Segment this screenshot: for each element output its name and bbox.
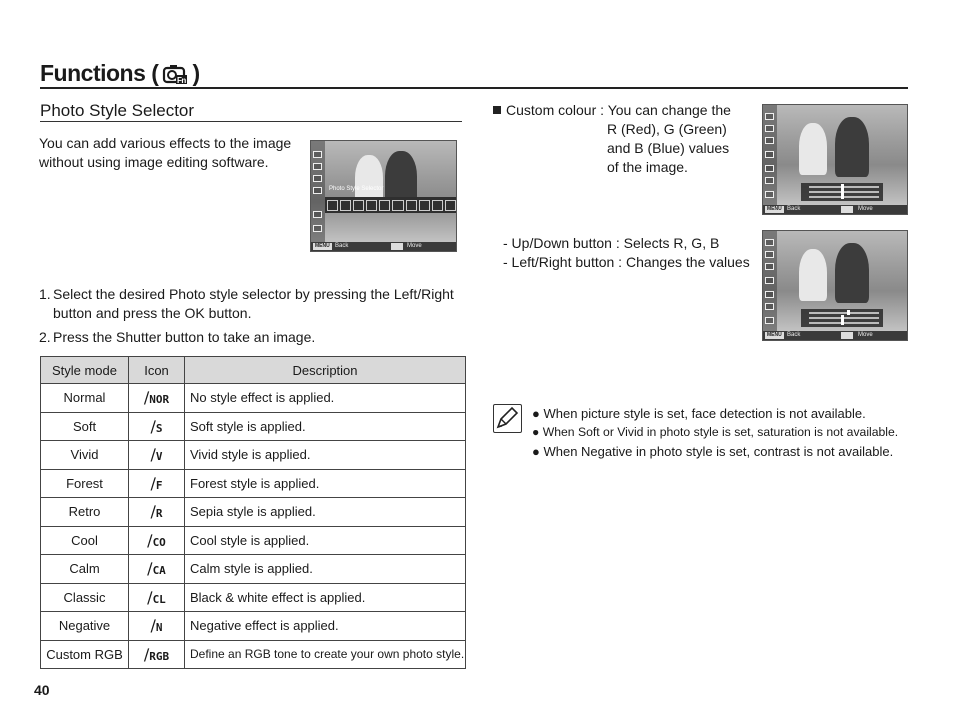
- lcd-left-menu: [311, 141, 325, 251]
- table-row: [41, 526, 466, 555]
- style-icon-cell: [129, 583, 185, 612]
- header-style-mode: Style mode: [41, 357, 129, 384]
- style-mode-cell: Custom RGB: [41, 640, 129, 669]
- instruction-steps: [39, 285, 459, 352]
- photo-style-icon: ∕S: [150, 416, 163, 436]
- style-mode-cell: Retro: [41, 498, 129, 527]
- header-description: Description: [185, 357, 466, 384]
- header-rule: [40, 87, 908, 89]
- style-mode-cell: Calm: [41, 555, 129, 584]
- lcd-caption: Photo Style Selector: [329, 186, 384, 192]
- step-number: 1.: [39, 286, 51, 302]
- lcd-move-icon: [391, 243, 403, 250]
- style-mode-cell: Normal: [41, 384, 129, 413]
- page-title-suffix: ): [192, 60, 200, 86]
- custom-colour-text-1: You can change the: [607, 102, 731, 118]
- lcd-preview-custom-rgb-2: [762, 230, 908, 341]
- lcd-back-label: Back: [787, 332, 801, 338]
- style-description-cell: Forest style is applied.: [185, 469, 466, 498]
- lcd-menu-label: MENU: [767, 332, 782, 338]
- lcd-bottom-bar: [763, 331, 907, 340]
- style-description-cell: Define an RGB tone to create your own photo style.: [185, 640, 466, 669]
- custom-colour-line-1: [493, 101, 731, 120]
- custom-colour-block: [493, 101, 731, 177]
- photo-style-icon: ∕V: [150, 445, 163, 465]
- table-row: [41, 469, 466, 498]
- table-row: [41, 384, 466, 413]
- camera-fn-icon: [162, 63, 188, 85]
- note-item: ● When Soft or Vivid in photo style is set, saturation is not available.: [532, 425, 899, 439]
- step-number: 2.: [39, 329, 51, 345]
- table-row: [41, 498, 466, 527]
- style-mode-cell: Soft: [41, 412, 129, 441]
- photo-style-icon: ∕R: [150, 502, 163, 522]
- updown-help: - Up/Down button : Selects R, G, B: [503, 235, 720, 251]
- photo-style-icon: ∕F: [150, 473, 163, 493]
- lcd-style-strip: [325, 197, 456, 213]
- style-mode-cell: Negative: [41, 612, 129, 641]
- style-mode-cell: Cool: [41, 526, 129, 555]
- section-title: Photo Style Selector: [40, 101, 195, 120]
- step-text: Select the desired Photo style selector by pressing the Left/Right button and press the OK button.: [53, 286, 454, 321]
- photo-style-icon: ∕N: [150, 616, 163, 636]
- page-title-prefix: Functions (: [40, 60, 159, 86]
- step-2: [39, 328, 459, 347]
- style-description-cell: Negative effect is applied.: [185, 612, 466, 641]
- photo-style-icon: ∕NOR: [143, 388, 170, 408]
- lcd-move-label: Move: [407, 243, 422, 249]
- leftright-help: - Left/Right button : Changes the values: [503, 254, 750, 270]
- section-rule: [40, 121, 462, 122]
- style-mode-cell: Vivid: [41, 441, 129, 470]
- table-row: [41, 555, 466, 584]
- button-help: [503, 234, 750, 272]
- style-description-cell: Soft style is applied.: [185, 412, 466, 441]
- notes-list: [532, 404, 898, 461]
- style-mode-cell: Forest: [41, 469, 129, 498]
- style-description-cell: Calm style is applied.: [185, 555, 466, 584]
- photo-style-icon: ∕CA: [147, 559, 166, 579]
- style-description-cell: Sepia style is applied.: [185, 498, 466, 527]
- custom-colour-text-4: of the image.: [607, 159, 688, 175]
- style-description-cell: Black & white effect is applied.: [185, 583, 466, 612]
- lcd-back-label: Back: [787, 206, 801, 212]
- lcd-preview-custom-rgb-1: [762, 104, 908, 215]
- lcd-photo: [311, 141, 456, 251]
- style-icon-cell: [129, 612, 185, 641]
- table-row: [41, 441, 466, 470]
- lcd-bottom-bar: [311, 242, 456, 251]
- lcd-move-icon: [841, 332, 853, 339]
- table-header-row: [41, 357, 466, 384]
- page-number: 40: [34, 682, 50, 698]
- lcd-menu-label: MENU: [767, 206, 782, 212]
- table-row: [41, 640, 466, 669]
- lcd-person-groom: [835, 117, 869, 177]
- note-item: ● When Negative in photo style is set, contrast is not available.: [532, 444, 894, 459]
- rgb-adjust-panel: [801, 309, 883, 327]
- photo-style-icon: ∕CL: [147, 587, 166, 607]
- page-title: [40, 60, 200, 87]
- table-row: [41, 412, 466, 441]
- step-1: [39, 285, 459, 323]
- lcd-person-bride: [799, 249, 827, 301]
- note-item: ● When picture style is set, face detection is not available.: [532, 406, 866, 421]
- style-description-cell: Cool style is applied.: [185, 526, 466, 555]
- square-bullet-icon: [493, 106, 501, 114]
- lcd-person-groom: [835, 243, 869, 303]
- style-icon-cell: [129, 384, 185, 413]
- lcd-bottom-bar: [763, 205, 907, 214]
- custom-colour-text-3: and B (Blue) values: [607, 140, 730, 156]
- header-icon: Icon: [129, 357, 185, 384]
- rgb-adjust-panel: [801, 183, 883, 201]
- style-icon-cell: [129, 469, 185, 498]
- photo-style-icon: ∕RGB: [143, 644, 170, 664]
- lcd-move-icon: [841, 206, 853, 213]
- lcd-left-menu: [763, 105, 777, 214]
- lcd-person-bride: [799, 123, 827, 175]
- style-icon-cell: [129, 526, 185, 555]
- custom-colour-label: Custom colour :: [506, 102, 605, 118]
- table-row: [41, 583, 466, 612]
- step-text: Press the Shutter button to take an image.: [53, 329, 316, 345]
- note-pencil-icon: [493, 404, 522, 433]
- style-icon-cell: [129, 412, 185, 441]
- style-icon-cell: [129, 498, 185, 527]
- style-description-cell: Vivid style is applied.: [185, 441, 466, 470]
- style-icon-cell: [129, 441, 185, 470]
- lcd-menu-label: MENU: [315, 243, 330, 249]
- style-description-cell: No style effect is applied.: [185, 384, 466, 413]
- custom-colour-text-2: R (Red), G (Green): [607, 121, 727, 137]
- style-icon-cell: [129, 555, 185, 584]
- svg-text:Fn: Fn: [177, 75, 187, 85]
- photo-style-table: [40, 356, 466, 669]
- lcd-move-label: Move: [858, 206, 873, 212]
- lcd-back-label: Back: [335, 243, 349, 249]
- style-icon-cell: [129, 640, 185, 669]
- intro-text: You can add various effects to the image without using image editing software.: [39, 135, 292, 170]
- table-row: [41, 612, 466, 641]
- lcd-left-menu: [763, 231, 777, 340]
- lcd-preview-style-selector: [310, 140, 457, 252]
- lcd-move-label: Move: [858, 332, 873, 338]
- style-mode-cell: Classic: [41, 583, 129, 612]
- photo-style-icon: ∕CO: [147, 530, 166, 550]
